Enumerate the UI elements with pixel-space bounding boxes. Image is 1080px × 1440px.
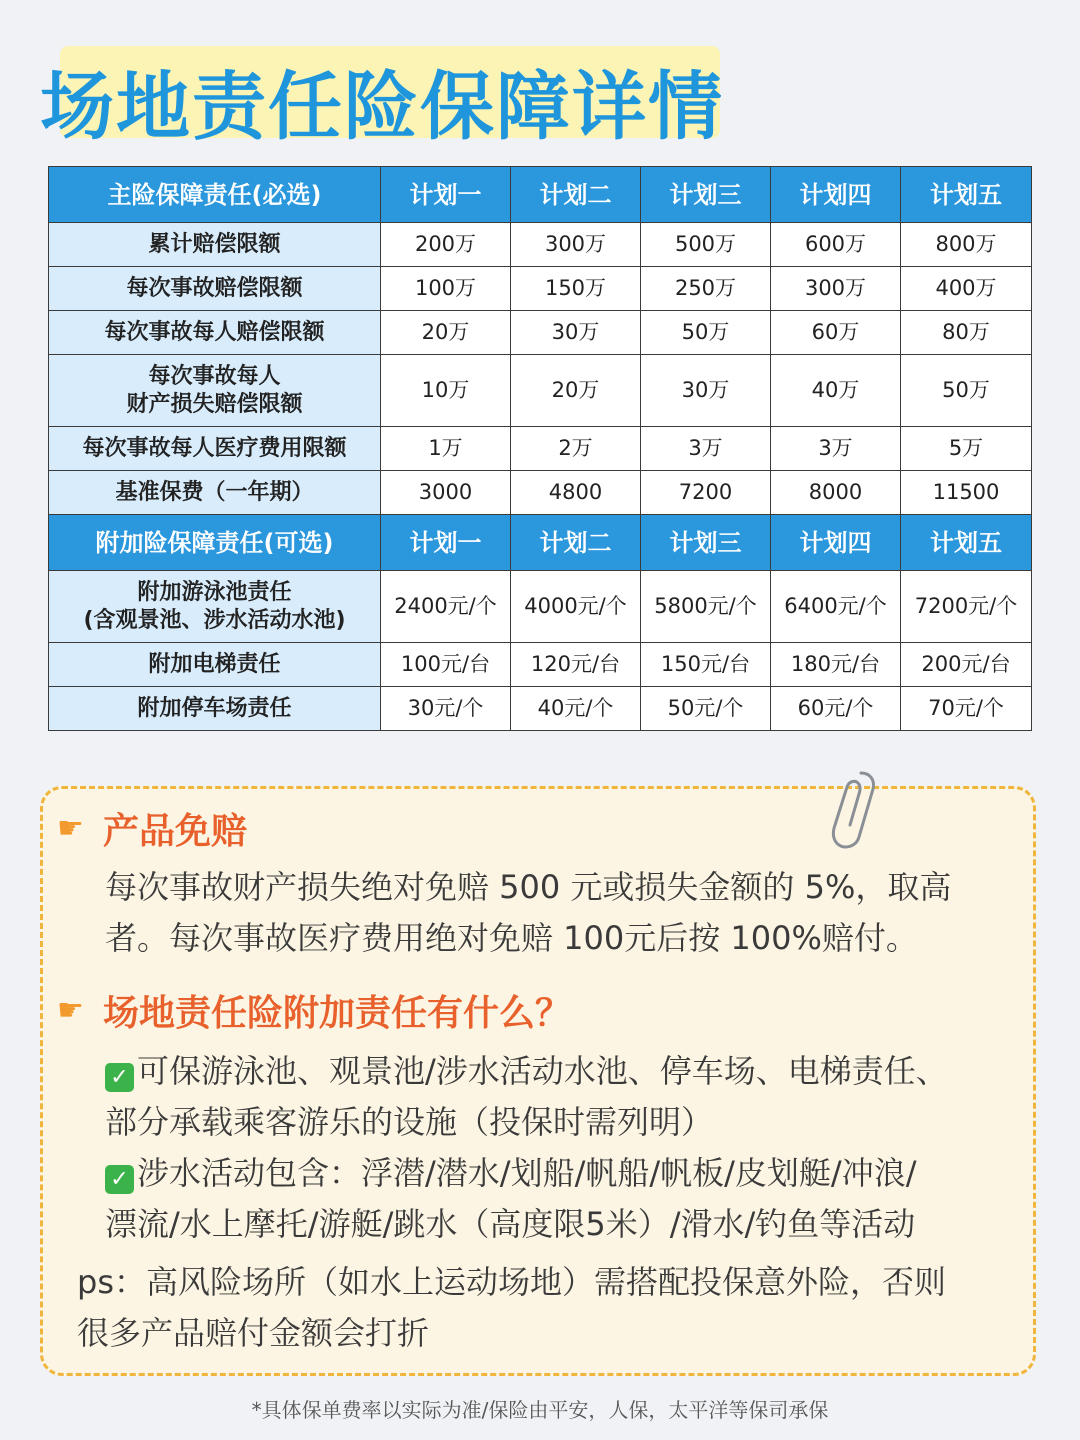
value-cell: 50万 [901, 355, 1032, 427]
table-row [49, 267, 1032, 311]
line-text: 涉水活动包含：浮潜/潜水/划船/帆船/帆板/皮划艇/冲浪/ [137, 1154, 917, 1192]
row-label-line: 附加游泳池责任 [137, 580, 292, 605]
addon-header-cell: 附加险保障责任(可选) [49, 515, 381, 571]
value-cell: 5800元/个 [641, 571, 771, 643]
value-cell: 11500 [901, 471, 1032, 515]
row-label: 累计赔偿限额 [49, 223, 381, 267]
plan-header-cell: 计划四 [771, 515, 901, 571]
text-line [105, 1046, 948, 1097]
value-cell: 3万 [771, 427, 901, 471]
value-cell: 30万 [511, 311, 641, 355]
plan-header-cell: 计划三 [641, 515, 771, 571]
value-cell: 180元/台 [771, 643, 901, 687]
main-header-cell: 主险保障责任(必选) [49, 167, 381, 223]
value-cell: 2万 [511, 427, 641, 471]
text-line [105, 1148, 948, 1199]
value-cell: 70元/个 [901, 687, 1032, 731]
value-cell: 2400元/个 [381, 571, 511, 643]
pointing-hand-icon: ☛ [57, 811, 84, 846]
table-row [49, 427, 1032, 471]
value-cell: 7200元/个 [901, 571, 1032, 643]
table-row [49, 223, 1032, 267]
row-label-line: (含观景池、涉水活动水池) [83, 607, 346, 633]
plan-header-cell: 计划三 [641, 167, 771, 223]
plan-header-cell: 计划一 [381, 167, 511, 223]
coverage-table [48, 166, 1032, 731]
footer-disclaimer: *具体保单费率以实际为准/保险由平安，人保，太平洋等保司承保 [251, 1398, 829, 1422]
value-cell: 300万 [511, 223, 641, 267]
value-cell: 80万 [901, 311, 1032, 355]
plan-header-cell: 计划四 [771, 167, 901, 223]
page-title: 场地责任险保障详情 [40, 64, 724, 150]
title-area [40, 40, 760, 150]
ps-note [77, 1257, 946, 1359]
plan-header-cell: 计划二 [511, 515, 641, 571]
check-mark-icon: ✓ [105, 1063, 134, 1092]
value-cell: 10万 [381, 355, 511, 427]
notes-box [40, 786, 1036, 1376]
value-cell: 200元/台 [901, 643, 1032, 687]
row-label: 每次事故每人赔偿限额 [49, 311, 381, 355]
value-cell: 30万 [641, 355, 771, 427]
value-cell: 20万 [511, 355, 641, 427]
table-row [49, 471, 1032, 515]
plan-header-cell: 计划五 [901, 167, 1032, 223]
table-row [49, 311, 1032, 355]
text-line: ps：高风险场所（如水上运动场地）需搭配投保意外险，否则 [77, 1263, 946, 1301]
value-cell: 1万 [381, 427, 511, 471]
value-cell: 20万 [381, 311, 511, 355]
table-row [49, 571, 1032, 643]
addon-liability-text [105, 1046, 948, 1250]
row-label: 附加电梯责任 [49, 643, 381, 687]
value-cell: 40万 [771, 355, 901, 427]
value-cell: 4800 [511, 471, 641, 515]
value-cell: 30元/个 [381, 687, 511, 731]
row-label [49, 355, 381, 427]
text-line: 每次事故财产损失绝对免赔 500 元或损失金额的 5%，取高 [105, 868, 952, 906]
value-cell: 500万 [641, 223, 771, 267]
line-text: 可保游泳池、观景池/涉水活动水池、停车场、电梯责任、 [137, 1052, 948, 1090]
value-cell: 100元/台 [381, 643, 511, 687]
value-cell: 50万 [641, 311, 771, 355]
addon-header-row [49, 515, 1032, 571]
text-line: 很多产品赔付金额会打折 [77, 1314, 430, 1352]
row-label-line: 每次事故每人 [148, 364, 281, 389]
value-cell: 200万 [381, 223, 511, 267]
text-line: 部分承载乘客游乐的设施（投保时需列明） [105, 1103, 714, 1141]
row-label: 基准保费（一年期） [49, 471, 381, 515]
value-cell: 3万 [641, 427, 771, 471]
value-cell: 4000元/个 [511, 571, 641, 643]
value-cell: 150万 [511, 267, 641, 311]
section-heading-text: 产品免赔 [103, 811, 248, 852]
value-cell: 250万 [641, 267, 771, 311]
value-cell: 100万 [381, 267, 511, 311]
value-cell: 7200 [641, 471, 771, 515]
section-heading [57, 985, 571, 1036]
value-cell: 5万 [901, 427, 1032, 471]
value-cell: 600万 [771, 223, 901, 267]
deductible-text [105, 862, 951, 964]
value-cell: 300万 [771, 267, 901, 311]
value-cell: 800万 [901, 223, 1032, 267]
row-label-line: 财产损失赔偿限额 [126, 391, 303, 417]
section-heading-text: 场地责任险附加责任有什么？ [103, 993, 572, 1034]
table-row [49, 687, 1032, 731]
value-cell: 3000 [381, 471, 511, 515]
section-heading [57, 803, 247, 854]
main-header-row [49, 167, 1032, 223]
value-cell: 6400元/个 [771, 571, 901, 643]
value-cell: 8000 [771, 471, 901, 515]
row-label: 附加停车场责任 [49, 687, 381, 731]
table-row [49, 355, 1032, 427]
text-line: 漂流/水上摩托/游艇/跳水（高度限5米）/滑水/钓鱼等活动 [105, 1205, 916, 1243]
plan-header-cell: 计划二 [511, 167, 641, 223]
value-cell: 40元/个 [511, 687, 641, 731]
text-line: 者。每次事故医疗费用绝对免赔 100元后按 100%赔付。 [105, 919, 918, 957]
value-cell: 50元/个 [641, 687, 771, 731]
row-label: 每次事故赔偿限额 [49, 267, 381, 311]
value-cell: 400万 [901, 267, 1032, 311]
table-row [49, 643, 1032, 687]
value-cell: 120元/台 [511, 643, 641, 687]
value-cell: 150元/台 [641, 643, 771, 687]
check-mark-icon: ✓ [105, 1165, 134, 1194]
value-cell: 60元/个 [771, 687, 901, 731]
paperclip-icon [823, 767, 883, 857]
plan-header-cell: 计划一 [381, 515, 511, 571]
value-cell: 60万 [771, 311, 901, 355]
pointing-hand-icon: ☛ [57, 993, 84, 1028]
row-label [49, 571, 381, 643]
row-label: 每次事故每人医疗费用限额 [49, 427, 381, 471]
plan-header-cell: 计划五 [901, 515, 1032, 571]
